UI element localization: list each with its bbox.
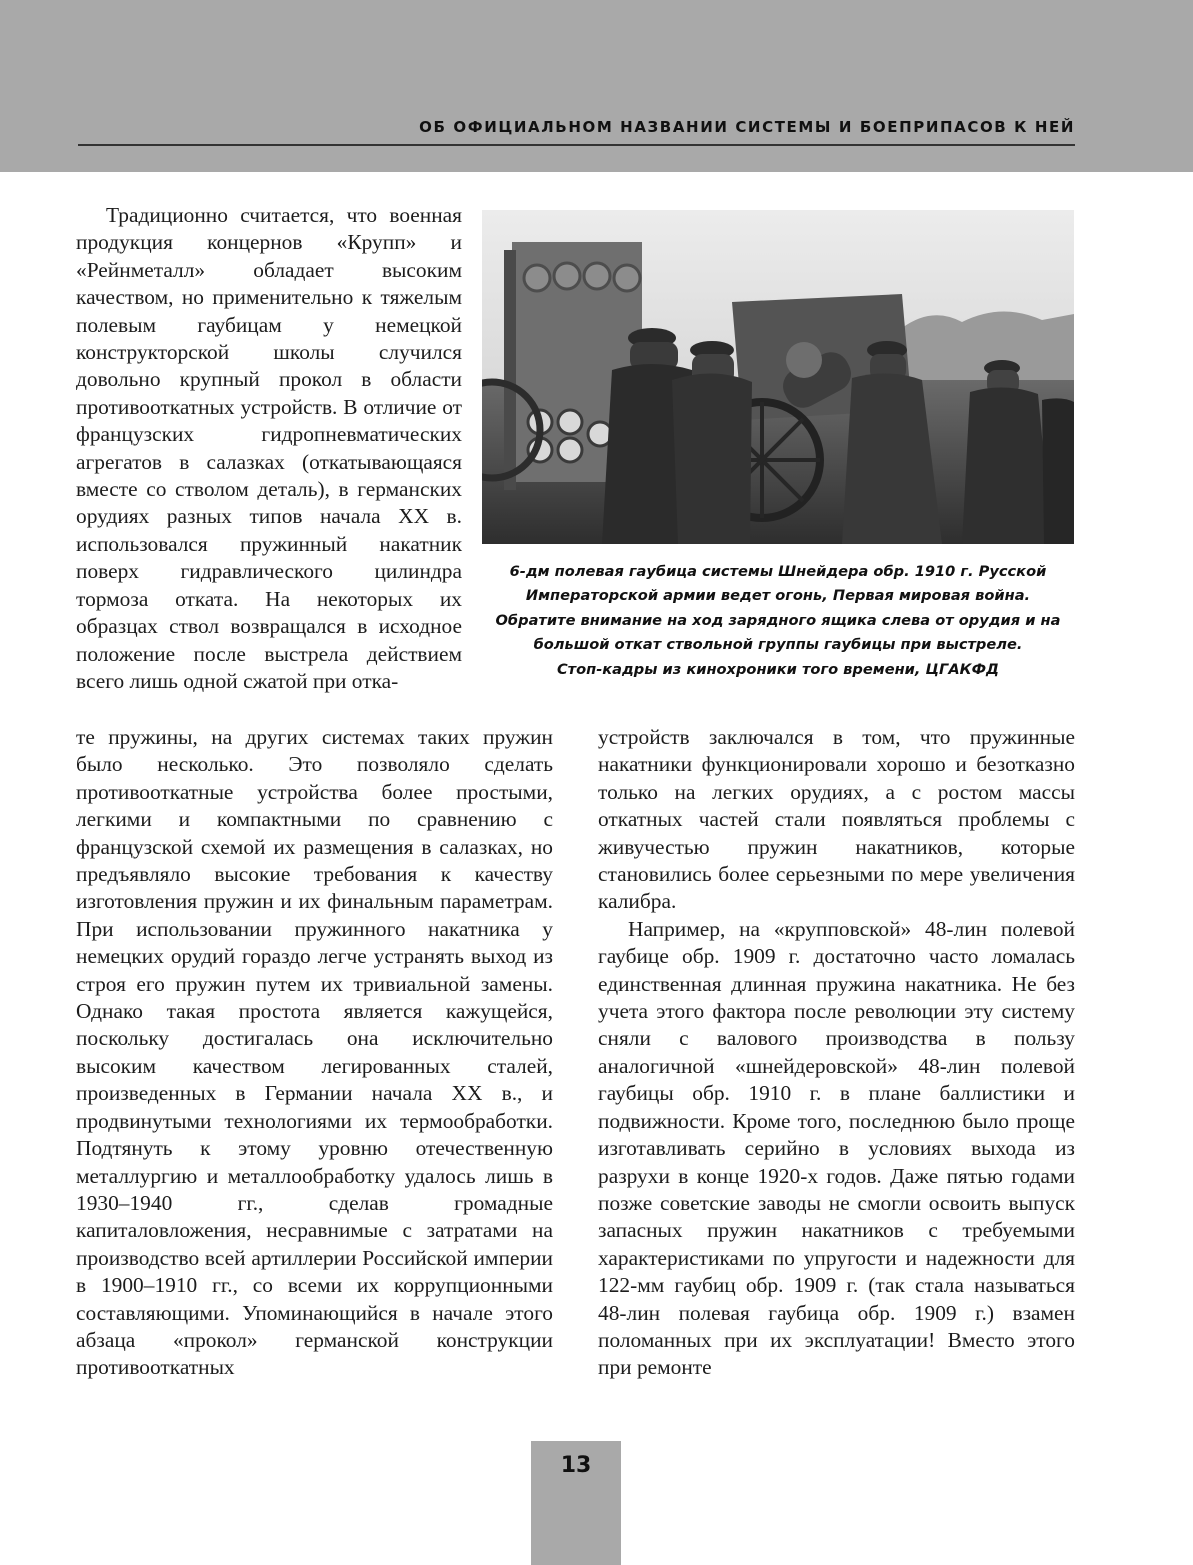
caption-line: Обратите внимание на ход зарядного ящика слева от орудия и на	[495, 611, 1061, 629]
caption-line: Императорской армии ведет огонь, Первая мировая война.	[525, 587, 1031, 605]
paragraph-continued: те пружины, на других системах таких пружин было несколько. Это позволяло сделать противооткатные устройства более простыми, легкими и компактными по сравнению с французской схемой их размещения в салазках, но предъявляло высокие требования к качеству изготовления пружин и их финальным параметрам. При использовании пружинного накатника у немецких орудий гораздо легче устранять выход из строя его пружин путем их тривиальной замены. Однако такая простота является кажущейся, поскольку достигалась она исключительно высоким качеством легированных сталей, произведенных в Германии начала XX в., и продвинутыми технологиями их термообработки. Подтянуть к этому уровню отечественную металлургию и металлообработку удалось лишь в 1930–1940 гг., сделав громадные капиталовложения, несравнимые с затратами на производство всей артиллерии Российской империи в 1900–1910 гг., со всеми их коррупционными составляющими. Упоминающийся в начале этого абзаца «прокол» германской конструкции противооткатных	[76, 725, 553, 1380]
page-number-tab	[531, 1441, 621, 1565]
caption-line: Стоп-кадры из кинохроники того времени, ЦГАКФД	[556, 660, 1000, 678]
caption-line: 6-дм полевая гаубица системы Шнейдера обр. 1910 г. Русской	[509, 563, 1047, 580]
page-number: 13	[560, 1453, 592, 1478]
photo-howitzer-firing	[482, 210, 1074, 544]
running-head: ОБ ОФИЦИАЛЬНОМ НАЗВАНИИ СИСТЕМЫ И БОЕПРИПАСОВ К НЕЙ	[419, 118, 1075, 136]
paragraph-intro: Традиционно считается, что военная продукция концернов «Крупп» и «Рейнметалл» обладает высоким качеством, но применительно к тяжелым полевым гаубицам у немецкой конструкторской школы случился довольно крупный прокол в области противооткатных устройств. В отличие от французских гидропневматических агрегатов в салазках (откатывающаяся вместе со стволом деталь), в германских орудиях разных типов начала XX в. использовался пружинный накатник поверх гидравлического цилиндра тормоза отката. На некоторых их образцах ствол возвращался в исходное положение после выстрела действием всего лишь одной сжатой при отка-	[76, 203, 462, 693]
paragraph-example: Например, на «крупповской» 48-лин полевой гаубице обр. 1909 г. достаточно часто ломалась единственная длинная пружина накатника. Не без учета этого фактора после революции эту систему сняли с валового производства в пользу аналогичной «шнейдеровской» 48-лин полевой гаубицы обр. 1910 г. в плане баллистики и подвижности. Кроме того, последнюю было проще изготавливать серийно в условиях выхода из разрухи в конце 1920-х годов. Даже пятью годами позже советские заводы не смогли освоить выпуск запасных пружин накатников с требуемыми характеристиками по упругости и надежности для 122-мм гаубиц обр. 1909 г. (так стала называться 48-лин полевая гаубица обр. 1909 г.) взамен поломанных при их эксплуатации! Вместо этого при ремонте	[598, 916, 1075, 1380]
header-rule	[78, 144, 1075, 146]
header-band	[0, 0, 1193, 172]
text-column-bottom-left	[76, 724, 553, 1382]
photo-illustration	[482, 210, 1074, 544]
caption-line: большой откат ствольной группы гаубицы при выстреле.	[533, 636, 1023, 654]
photo-caption	[482, 560, 1074, 682]
text-column-right	[598, 724, 1075, 1382]
paragraph-continued-right: устройств заключался в том, что пружинные накатники функционировали хорошо и безотказно только на легких орудиях, а с ростом массы откатных частей стали появляться проблемы с живучестью пружин накатников, которые становились более серьезными по мере увеличения калибра.	[598, 725, 1075, 914]
text-column-top-left	[76, 202, 462, 695]
